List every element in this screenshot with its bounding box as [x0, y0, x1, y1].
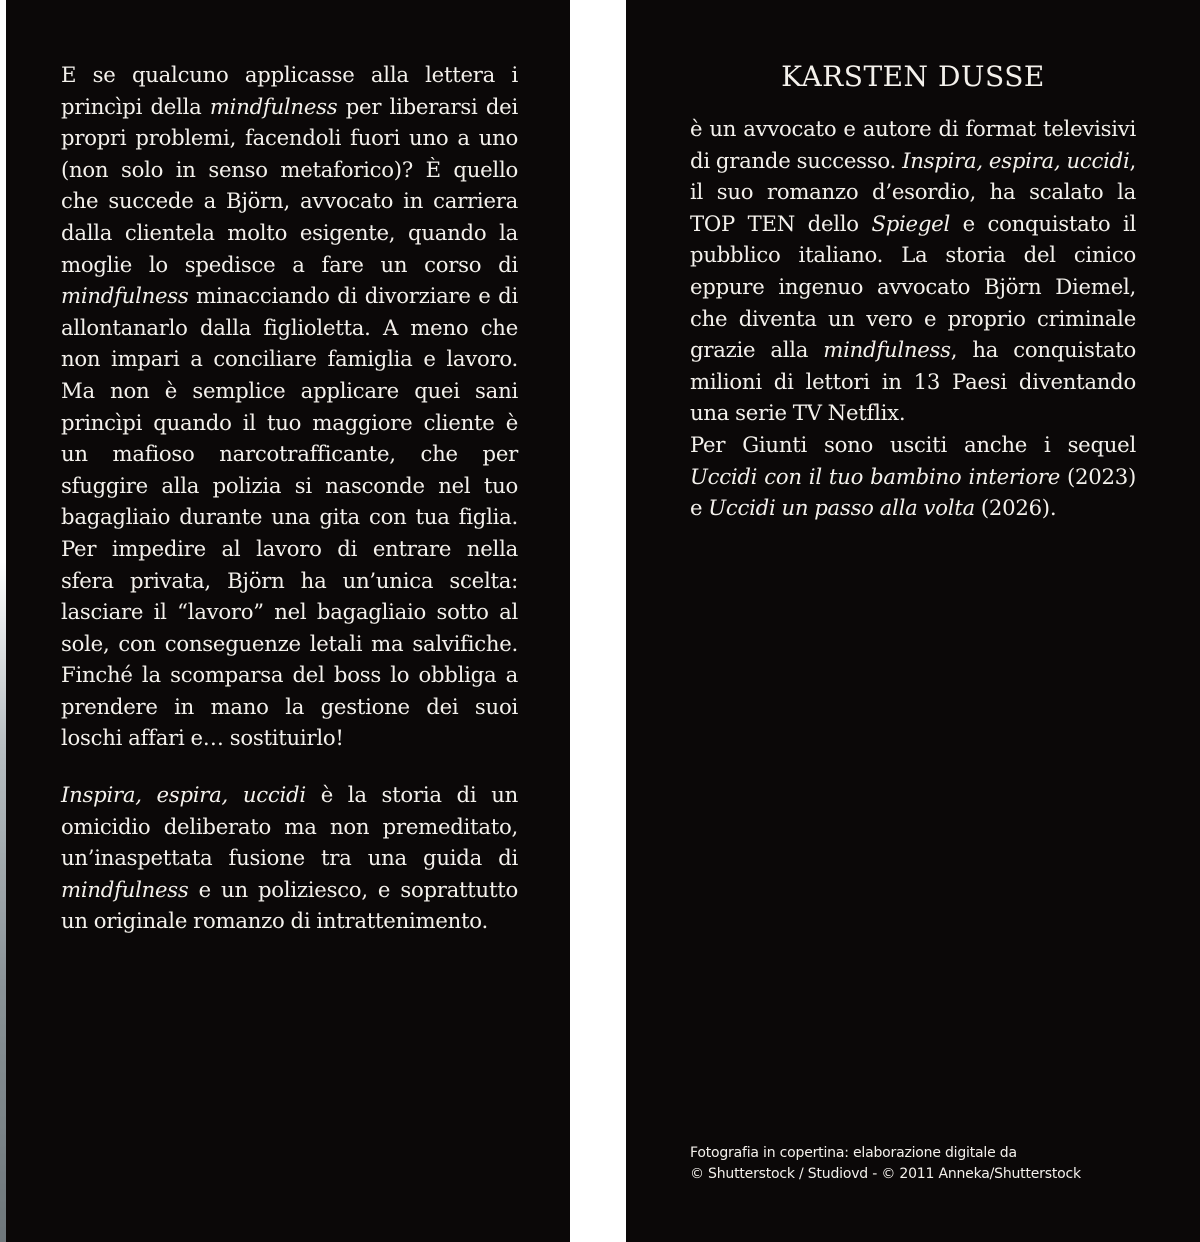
italic-text-run: Uccidi con il tuo bambino interiore — [690, 463, 1060, 489]
italic-text-run: mindfulness — [823, 337, 951, 363]
italic-text-run: mindfulness — [61, 283, 189, 309]
author-name: KARSTEN DUSSE — [781, 60, 1045, 93]
text-run: e un poliziesco, e soprattutto un originale romanzo di intrattenimento. — [61, 876, 518, 934]
text-run: è un avvocato e autore di format televisivi di grande successo. — [690, 116, 1136, 173]
text-run: è la storia di un omicidio deliberato ma non premeditato, un’inaspettata fusione tra una guida di — [61, 782, 519, 871]
synopsis-text — [61, 59, 518, 937]
italic-text-run: mindfulness — [61, 876, 189, 902]
italic-text-run: mindfulness — [209, 93, 338, 119]
photo-credits — [690, 1143, 1081, 1185]
italic-text-run: Inspira, espira, uccidi — [902, 147, 1130, 173]
text-run: minacciando di divorziare e di allontanarlo dalla figlioletta. A meno che non impari a conciliare famiglia e lavoro. Ma non è semplice applicare quei sani princìpi quando il tuo maggiore cliente è un mafioso narcotrafficante, che per sfuggire alla polizia si nasconde nel tuo bagagliaio durante una gita con tua figlia. Per impedire al lavoro di entrare nella sfera privata, Björn ha un’unica scelta: lasciare il “lavoro” nel bagagliaio sotto al sole, con conseguenze letali ma salvifiche. Finché la scomparsa del boss lo obbliga a prendere in mano la gestione dei suoi loschi affari e… sostituirlo! — [61, 283, 518, 751]
right-flap-panel — [626, 0, 1200, 1242]
italic-text-run: Spiegel — [871, 210, 950, 236]
author-bio-paragraph — [690, 113, 1136, 429]
text-run: e conquistato il pubblico italiano. La storia del cinico eppure ingenuo avvocato Björn Diemel, che diventa un vero e proprio criminale grazie alla — [690, 210, 1137, 363]
left-flap-panel — [6, 0, 570, 1242]
text-run: (2026). — [974, 495, 1057, 521]
photo-credits-line-2: © Shutterstock / Studiovd - © 2011 Anneka/Shutterstock — [690, 1166, 1081, 1182]
photo-credits-line-1: Fotografia in copertina: elaborazione digitale da — [690, 1145, 1017, 1161]
text-run: per liberarsi dei propri problemi, facendoli fuori uno a uno (non solo in senso metaforico)? È quello che succede a Björn, avvocato in carriera dalla clientela molto esigente, quando la moglie lo spedisce a fare un corso di — [61, 93, 518, 277]
text-run: (2023) e — [690, 463, 1136, 521]
text-run: , ha conquistato milioni di lettori in 13 Paesi diventando una serie TV Netflix. — [690, 337, 1136, 426]
text-run: Per Giunti sono usciti anche i sequel — [690, 431, 1136, 457]
synopsis-paragraph-1 — [61, 59, 518, 754]
text-run: E se qualcuno applicasse alla lettera i princìpi della — [61, 62, 518, 119]
italic-text-run: Inspira, espira, uccidi — [61, 782, 306, 808]
text-run: , il suo romanzo d’esordio, ha scalato la TOP TEN dello — [690, 147, 1136, 236]
sequels-paragraph — [690, 429, 1136, 524]
synopsis-paragraph-2 — [61, 779, 518, 937]
author-bio-text — [690, 113, 1136, 524]
italic-text-run: Uccidi un passo alla volta — [708, 495, 975, 521]
